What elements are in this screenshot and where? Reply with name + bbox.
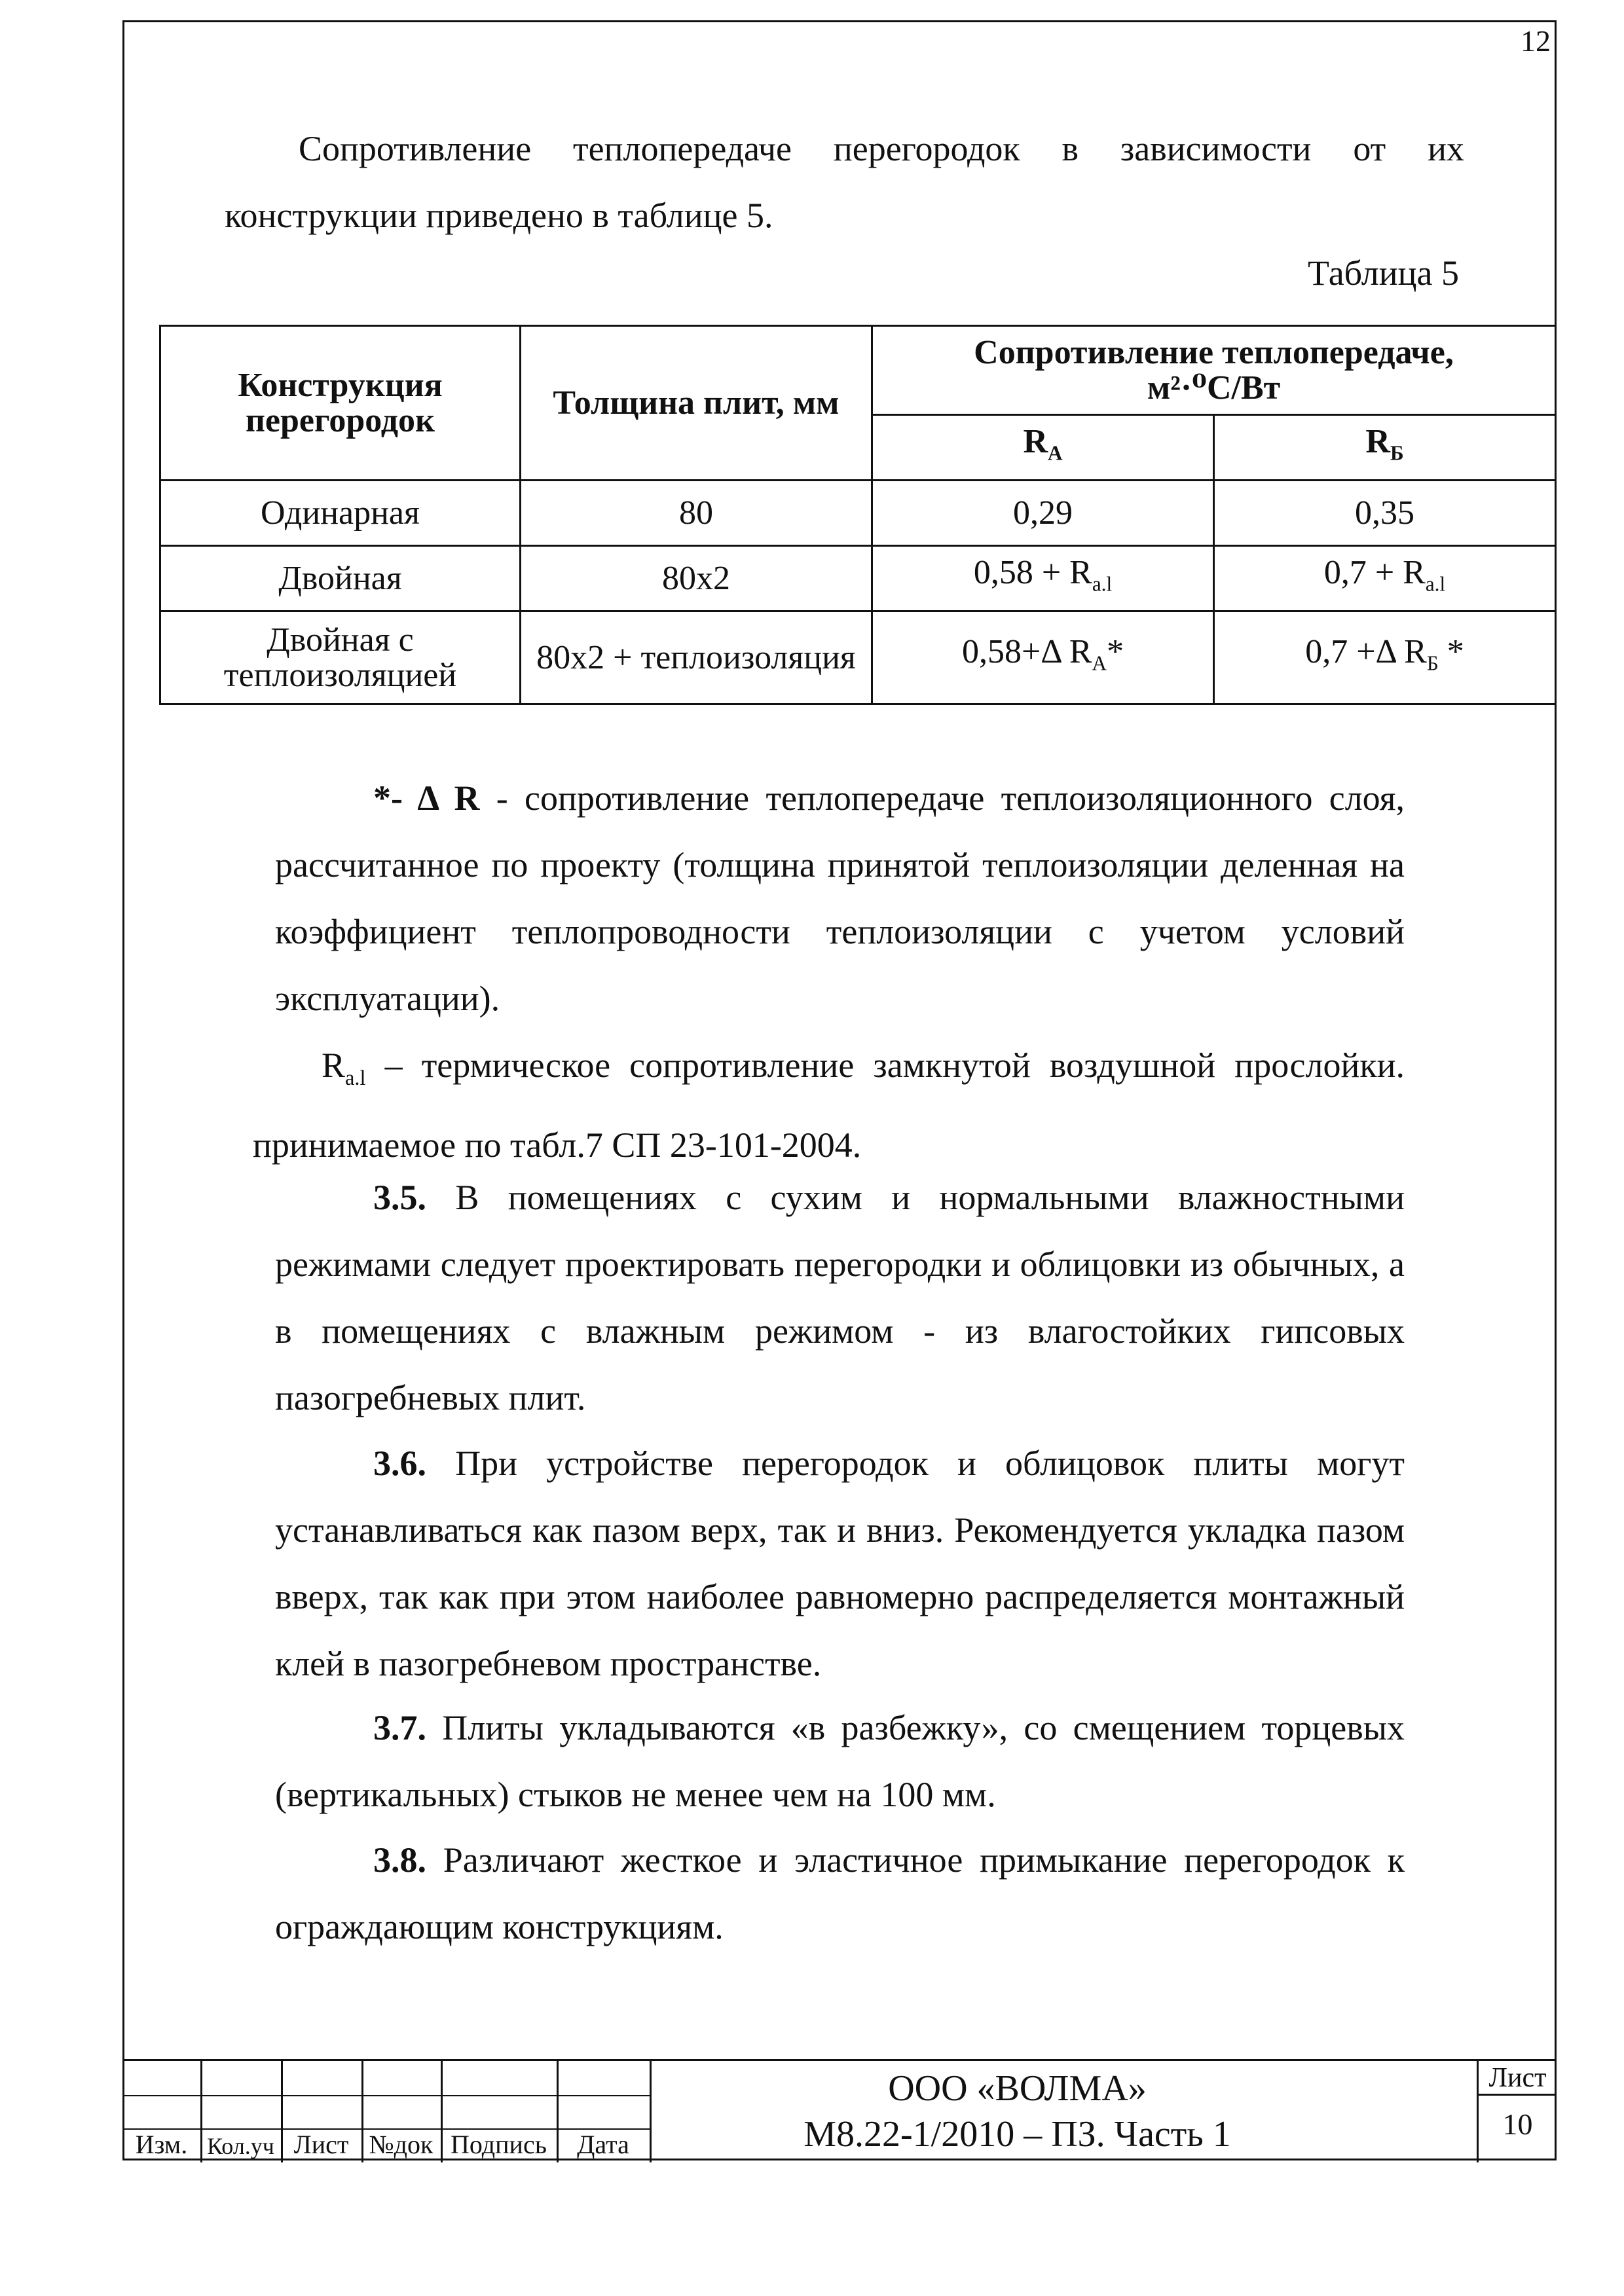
- section-number: 3.7.: [373, 1708, 426, 1747]
- ral-note-paragraph: [253, 1032, 1405, 1178]
- ral-symbol: R: [322, 1046, 346, 1085]
- header-rb: $R_Б$: [1214, 415, 1556, 481]
- cell-rb: 0,35: [1214, 481, 1556, 546]
- header-thickness: Толщина плит, мм: [521, 326, 872, 481]
- cell-rb: $0,7 + R_{a.l}$: [1214, 546, 1556, 611]
- stamp-col-label: Кол.уч: [207, 2133, 274, 2159]
- cell-thickness: 80х2: [521, 546, 872, 611]
- corner-page-number: 12: [1521, 24, 1551, 58]
- cell-ra: 0,29: [872, 481, 1214, 546]
- stamp-col-label: Изм.: [135, 2130, 188, 2159]
- stamp-sheet-box: [1477, 2061, 1557, 2162]
- footnote-paragraph: [275, 765, 1405, 1032]
- cell-construction: Двойная с теплоизоляцией: [160, 611, 521, 704]
- cell-rb: 0,7 +Δ $R_Б$ *: [1214, 611, 1556, 704]
- section-3-8: [275, 1827, 1405, 1960]
- title-block: [122, 2059, 1557, 2160]
- section-text: В помещениях с сухим и нормальными влажностными режимами следует проектировать перегородки и облицовки из обычных, а в помещениях с влажным режимом - из влагостойких гипсовых пазогребневых плит.: [275, 1178, 1405, 1417]
- cell-construction: Одинарная: [160, 481, 521, 546]
- intro-line-2: конструкции приведено в таблице 5.: [225, 196, 773, 235]
- section-text: Различают жесткое и эластичное примыкание перегородок к ограждающим конструкциям.: [275, 1840, 1405, 1946]
- table-row: [160, 481, 1556, 546]
- section-text: Плиты укладываются «в разбежку», со смещением торцевых (вертикальных) стыков не менее чем на 100 мм.: [275, 1708, 1405, 1814]
- section-3-7: [275, 1694, 1405, 1828]
- cell-thickness: 80х2 + теплоизоляция: [521, 611, 872, 704]
- section-number: 3.6.: [373, 1444, 426, 1483]
- ral-note-text: – термическое сопротивление замкнутой воздушной прослойки. принимаемое по табл.7 СП 23-101-2004.: [253, 1046, 1405, 1165]
- table-caption: Таблица 5: [1308, 253, 1459, 293]
- section-text: При устройстве перегородок и облицовок плиты могут устанавливаться как пазом верх, так и вниз. Рекомендуется укладка пазом вверх, так как при этом наиболее равномерно распределяется монтажный клей в пазогребневом пространстве.: [275, 1444, 1405, 1683]
- resistance-table: [159, 325, 1557, 705]
- header-resistance: Сопротивление теплопередаче, м²·⁰С/Вт: [872, 326, 1556, 415]
- section-3-6: [275, 1430, 1405, 1697]
- table-row: [160, 546, 1556, 611]
- cell-ra: $0,58 + R_{a.l}$: [872, 546, 1214, 611]
- section-number: 3.5.: [373, 1178, 426, 1217]
- cell-ra: 0,58+Δ $R_А*$: [872, 611, 1214, 704]
- table-row: [160, 611, 1556, 704]
- stamp-sheet-number: 10: [1502, 2107, 1533, 2141]
- header-construction: Конструкция перегородок: [160, 326, 521, 481]
- ral-symbol-sub: a.l: [345, 1066, 366, 1090]
- footnote-mark: *- Δ R: [373, 778, 480, 818]
- stamp-company: ООО «ВОЛМА»: [888, 2068, 1147, 2109]
- stamp-document-code: М8.22-1/2010 – ПЗ. Часть 1: [803, 2114, 1231, 2155]
- stamp-hline: [122, 2095, 650, 2096]
- stamp-grid: [122, 2061, 650, 2162]
- section-3-5: [275, 1164, 1405, 1431]
- stamp-col-label: №док: [369, 2130, 434, 2159]
- section-number: 3.8.: [373, 1840, 426, 1880]
- footnote-text: - сопротивление теплопередаче теплоизоляционного слоя, рассчитанное по проекту (толщина принятой теплоизоляции деленная на коэффициент теплопроводности теплоизоляции с учетом условий эксплуатации).: [275, 778, 1405, 1018]
- stamp-col-label: Дата: [577, 2130, 629, 2159]
- stamp-col-label: Лист: [293, 2130, 349, 2159]
- cell-thickness: 80: [521, 481, 872, 546]
- header-ra: $R_А$: [872, 415, 1214, 481]
- stamp-col-label: Подпись: [451, 2130, 547, 2159]
- cell-construction: Двойная: [160, 546, 521, 611]
- stamp-sheet-label: Лист: [1479, 2062, 1557, 2096]
- intro-line-1: Сопротивление теплопередаче перегородок в зависимости от их: [299, 129, 1464, 168]
